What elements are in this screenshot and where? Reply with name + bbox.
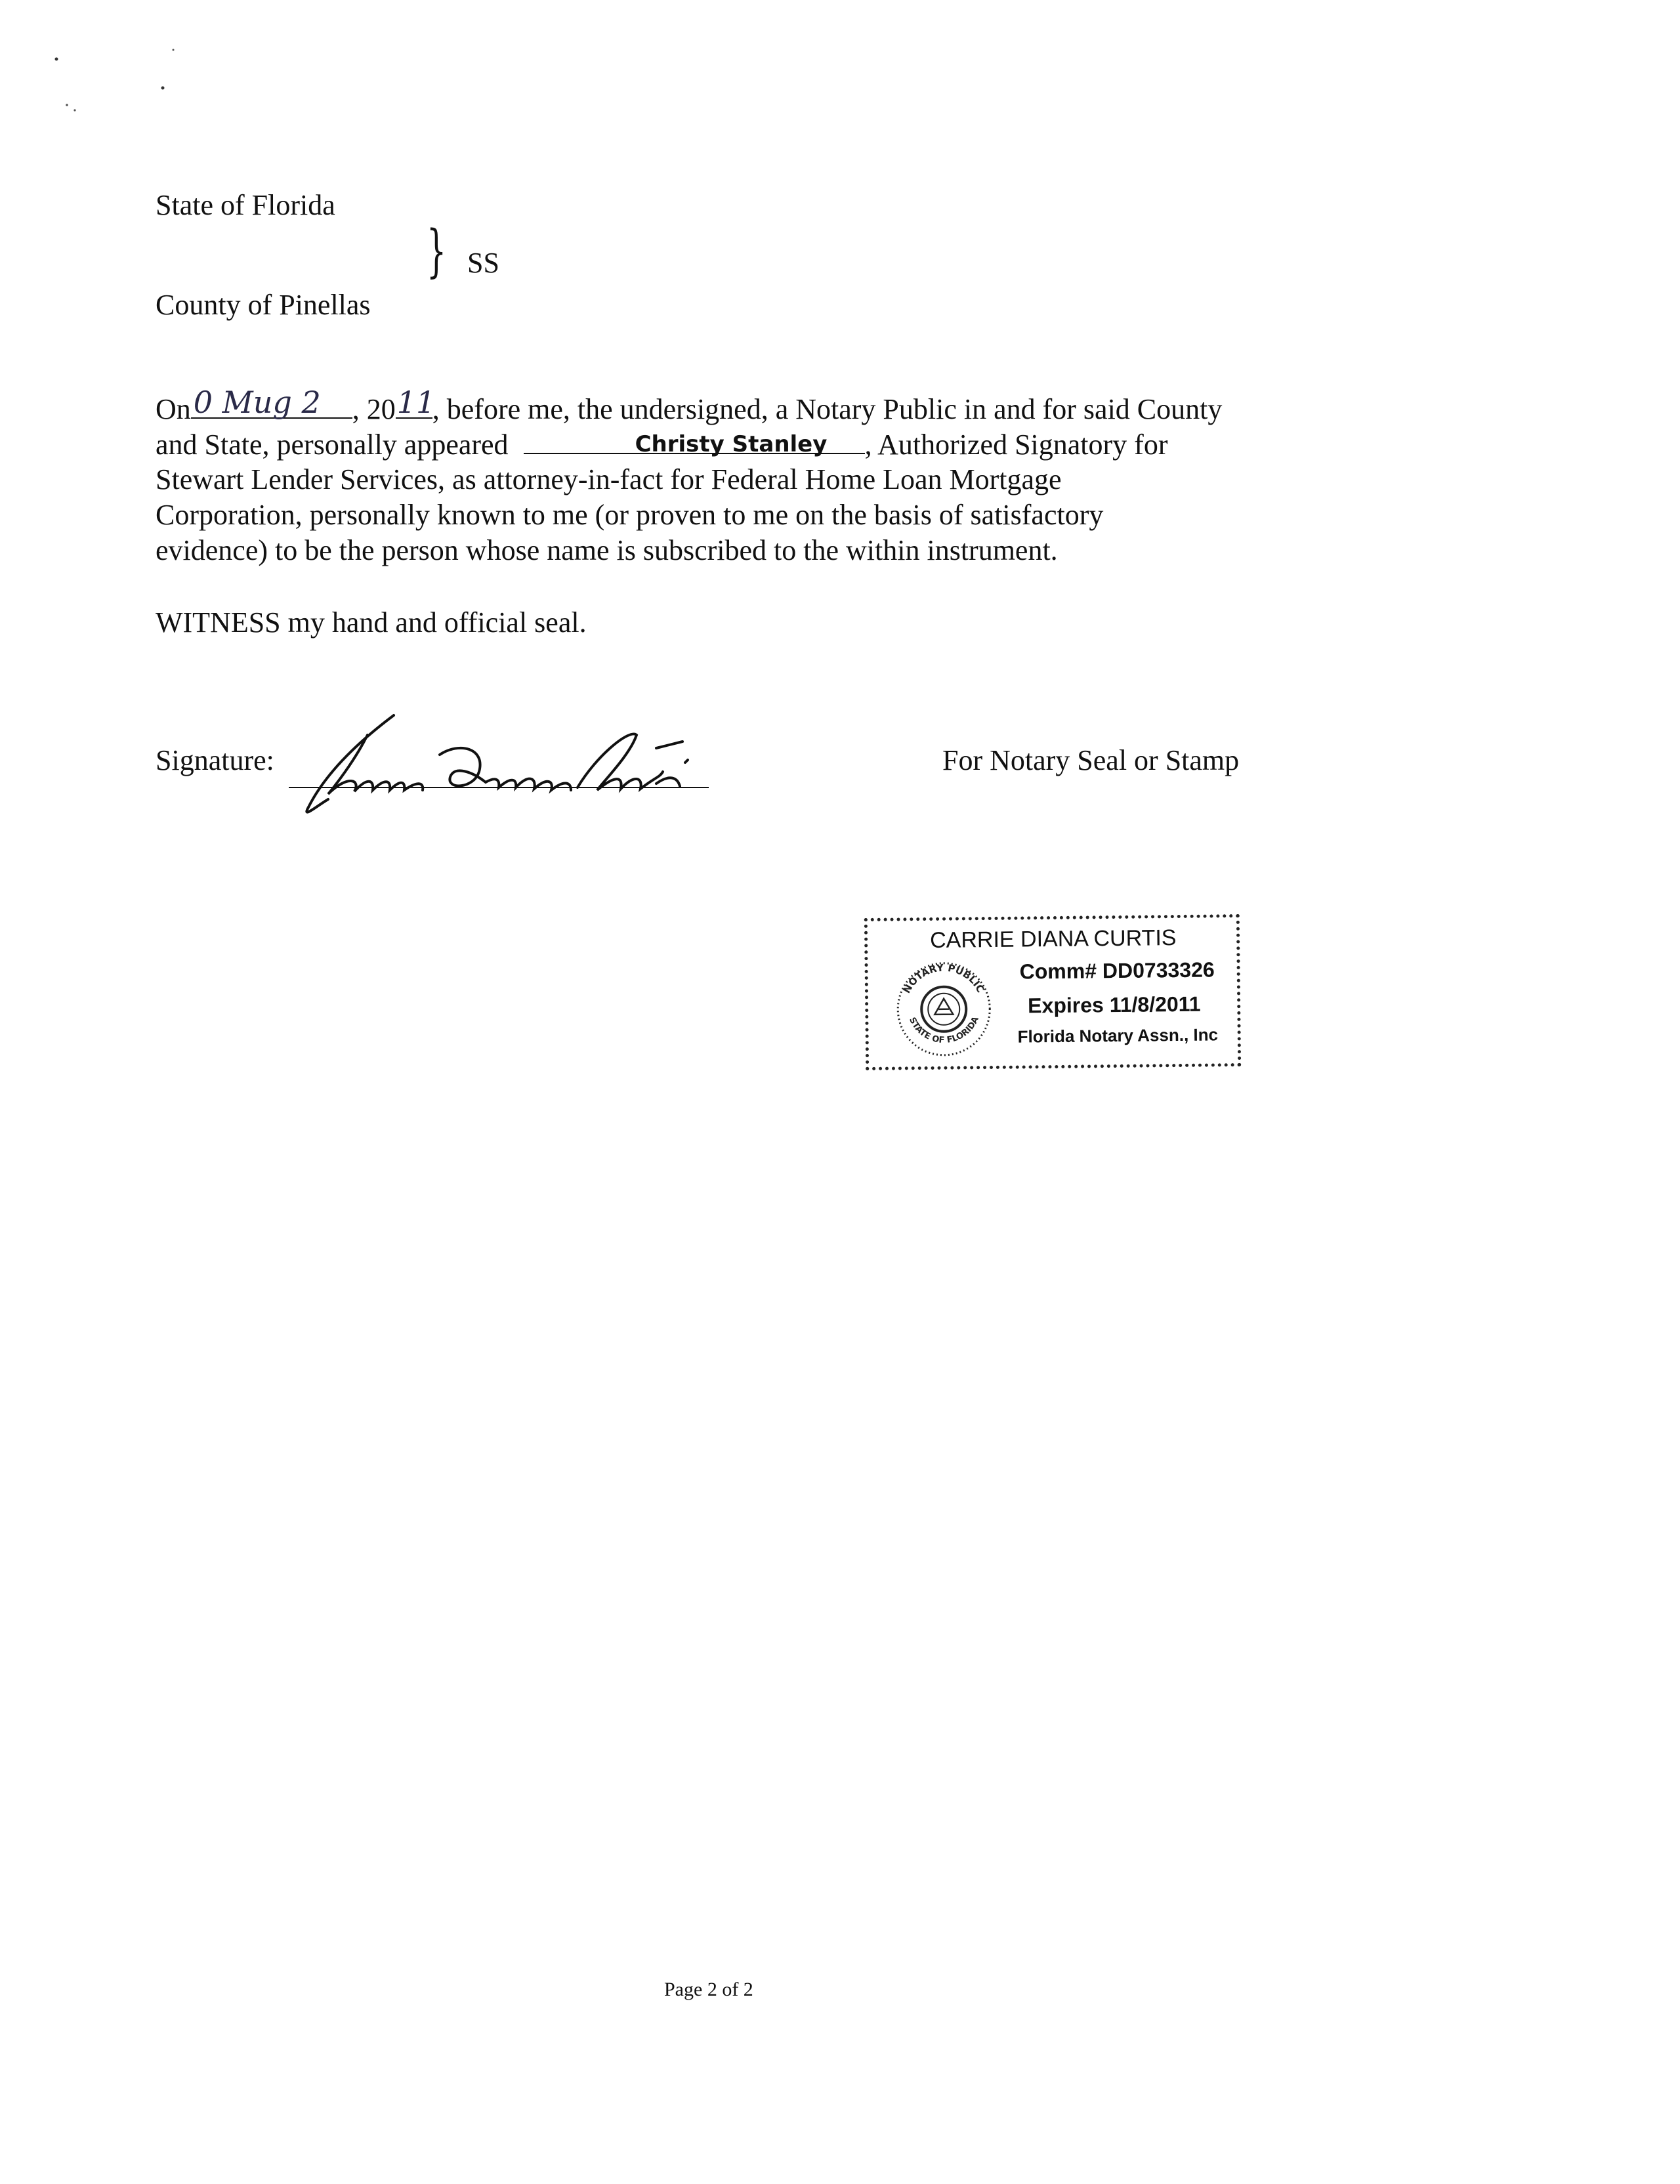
county-line: County of Pinellas xyxy=(156,289,371,321)
notary-name: CARRIE DIANA CURTIS xyxy=(929,925,1177,953)
line2-start: and State, personally appeared xyxy=(156,429,509,461)
year-blank xyxy=(396,385,436,420)
signature-label: Signature: xyxy=(156,744,274,776)
acknowledgment-line-5: evidence) to be the person whose name is subscribed to the within instrument. xyxy=(156,534,1058,566)
speck xyxy=(74,109,75,111)
ss-abbreviation: SS xyxy=(467,247,499,279)
speck xyxy=(173,49,175,51)
year-prefix: , 20 xyxy=(352,393,396,425)
page-number: Page 2 of 2 xyxy=(664,1979,753,2000)
date-blank xyxy=(191,385,352,420)
handwritten-year: 11 xyxy=(396,385,436,420)
notary-association: Florida Notary Assn., Inc xyxy=(1017,1024,1219,1047)
on-word: On xyxy=(156,393,191,425)
handwritten-date: 0 Mug 2 xyxy=(193,385,321,420)
notary-seal-label: For Notary Seal or Stamp xyxy=(942,744,1240,776)
signatory-blank xyxy=(524,427,865,457)
notary-seal-emblem xyxy=(891,957,997,1057)
seal-text-top: NOTARY PUBLIC xyxy=(900,961,987,996)
acknowledgment-line-4: Corporation, personally known to me (or proven to me on the basis of satisfactory xyxy=(156,499,1104,531)
notary-stamp xyxy=(864,914,1244,1073)
commission-expiration: Expires 11/8/2011 xyxy=(1028,992,1201,1018)
witness-line: WITNESS my hand and official seal. xyxy=(156,606,587,639)
scan-specks xyxy=(52,46,210,125)
speck xyxy=(161,87,165,90)
svg-text:NOTARY PUBLIC xyxy=(900,961,986,996)
line1-text: , before me, the undersigned, a Notary Public in and for said County xyxy=(432,393,1223,425)
line2-end: , Authorized Signatory for xyxy=(864,429,1168,461)
acknowledgment-line-1 xyxy=(156,385,1311,427)
acknowledgment-line-3: Stewart Lender Services, as attorney-in-fact for Federal Home Loan Mortgage xyxy=(156,463,1062,495)
commission-number: Comm# DD0733326 xyxy=(1019,957,1215,984)
seal-text-bottom: STATE OF FLORIDA xyxy=(906,1015,981,1046)
venue-brace: } xyxy=(427,219,447,284)
state-line: State of Florida xyxy=(156,189,335,221)
speck xyxy=(66,104,68,106)
signatory-name: Christy Stanley xyxy=(635,431,828,457)
handwritten-signature xyxy=(289,709,709,820)
acknowledgment-line-2 xyxy=(156,427,1311,462)
acknowledgment-paragraph xyxy=(156,385,1311,568)
speck xyxy=(55,58,58,61)
